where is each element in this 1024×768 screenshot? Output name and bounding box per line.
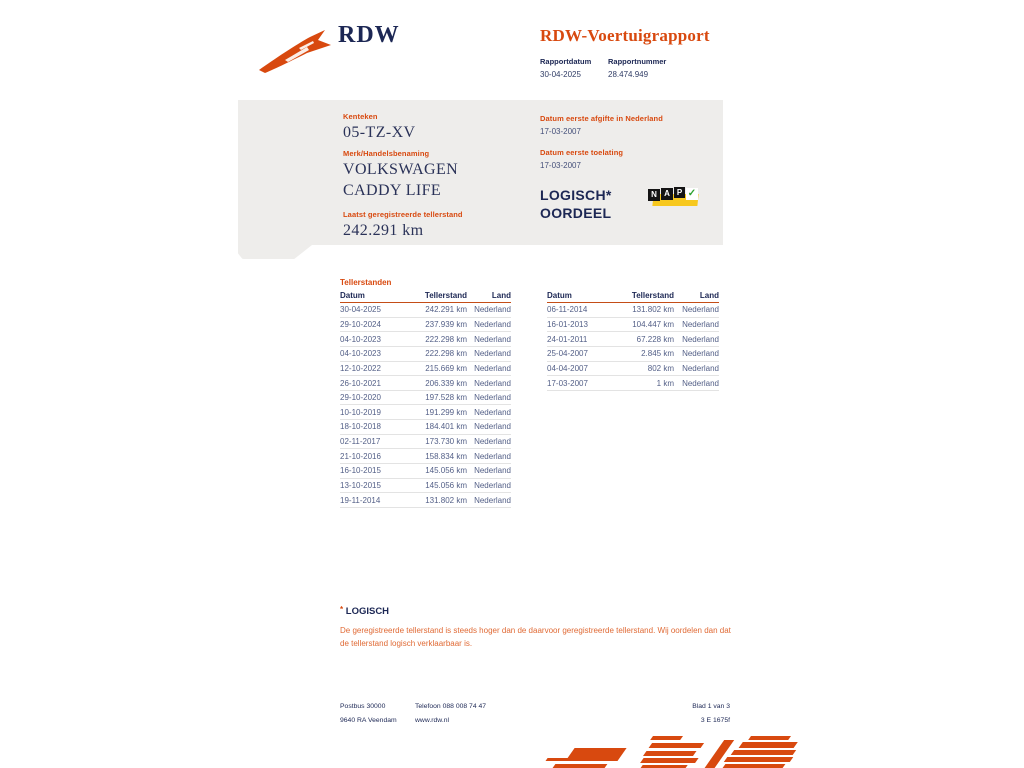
table-row — [340, 479, 511, 494]
table-cell: 29-10-2020 — [340, 393, 381, 403]
table-cell: 18-10-2018 — [340, 422, 381, 432]
table-header — [340, 291, 511, 303]
footer-contact — [415, 700, 486, 728]
merk-value-line2: CADDY LIFE — [343, 182, 442, 199]
tellerstanden-table-right — [547, 291, 719, 391]
table-body — [340, 303, 511, 508]
table-row — [547, 318, 719, 333]
table-row — [340, 303, 511, 318]
table-cell: 30-04-2025 — [340, 305, 381, 315]
footnote-asterisk: * — [340, 605, 344, 614]
table-cell: 237.939 km — [425, 319, 467, 329]
table-cell: 25-04-2007 — [547, 349, 588, 359]
table-cell: 131.802 km — [425, 495, 467, 505]
table-row — [340, 391, 511, 406]
table-row — [547, 347, 719, 362]
footer-address-line2: 9640 RA Veendam — [340, 717, 397, 724]
table-cell: Nederland — [682, 319, 719, 329]
report-date-block — [540, 57, 591, 79]
table-cell: 173.730 km — [425, 437, 467, 447]
tellerstand-value: 242.291 km — [343, 222, 424, 239]
table-cell: 13-10-2015 — [340, 481, 381, 490]
footer-phone: Telefoon 088 008 74 47 — [415, 703, 487, 710]
table-cell: 184.401 km — [425, 422, 467, 432]
table-cell: Nederland — [474, 319, 511, 329]
oordeel-line2: OORDEEL — [540, 205, 612, 221]
table-cell: 26-10-2021 — [340, 378, 381, 388]
table-cell: Nederland — [474, 378, 511, 388]
col-header-land: Land — [491, 291, 511, 300]
table-cell: Nederland — [682, 305, 719, 315]
col-header-land: Land — [699, 291, 719, 300]
table-cell: 06-11-2014 — [547, 305, 588, 315]
table-cell: 21-10-2016 — [340, 451, 381, 461]
table-row — [340, 449, 511, 464]
rdw-wordmark: RDW — [338, 22, 400, 48]
table-row — [340, 347, 511, 362]
table-cell: 802 km — [647, 363, 674, 373]
footer-page-info — [600, 700, 730, 728]
footnote-text: De geregistreerde tellerstand is steeds hoger dan de daarvoor geregistreerde tellerstand. Wij oordelen dan dat de tellerstand logisch verklaarbaar is. — [340, 626, 731, 648]
tellerstand-label: Laatst geregistreerde tellerstand — [343, 210, 463, 219]
table-header — [547, 291, 719, 303]
table-cell: 17-03-2007 — [547, 378, 588, 388]
table-cell: 19-11-2014 — [340, 495, 381, 505]
table-cell: Nederland — [474, 363, 511, 373]
table-cell: Nederland — [474, 334, 511, 344]
col-header-datum: Datum — [547, 291, 572, 300]
table-cell: 04-10-2023 — [340, 349, 381, 359]
toelating-label: Datum eerste toelating — [540, 148, 624, 157]
table-cell: Nederland — [474, 422, 511, 432]
report-date-value: 30-04-2025 — [540, 70, 581, 79]
table-cell: 24-01-2011 — [547, 334, 588, 344]
table-cell: 10-10-2019 — [340, 407, 381, 417]
table-cell: 16-01-2013 — [547, 319, 588, 329]
oordeel-text — [540, 186, 612, 222]
merk-block — [343, 149, 458, 200]
afgifte-block — [540, 114, 663, 136]
kenteken-value: 05-TZ-XV — [343, 124, 416, 141]
col-header-datum: Datum — [340, 291, 365, 300]
table-row — [547, 376, 719, 391]
table-cell: 12-10-2022 — [340, 363, 381, 373]
col-header-tellerstand: Tellerstand — [631, 291, 674, 300]
table-cell: Nederland — [474, 466, 511, 476]
nap-letter-a: A — [661, 188, 673, 200]
table-cell: 16-10-2015 — [340, 466, 381, 476]
table-cell: Nederland — [474, 451, 511, 461]
afgifte-value: 17-03-2007 — [540, 127, 581, 136]
table-cell: 04-04-2007 — [547, 363, 588, 373]
footer-form-code: 3 E 1675f — [700, 717, 730, 724]
report-number-label: Rapportnummer — [608, 57, 667, 66]
table-cell: 67.228 km — [636, 334, 674, 344]
table-cell: Nederland — [474, 393, 511, 403]
table-cell: 02-11-2017 — [340, 437, 381, 447]
table-cell: Nederland — [682, 349, 719, 359]
footnote-block — [340, 605, 740, 650]
table-cell: Nederland — [474, 407, 511, 417]
table-cell: Nederland — [682, 378, 719, 388]
tellerstanden-table-left — [340, 291, 511, 508]
table-cell: 04-10-2023 — [340, 334, 381, 344]
oordeel-line1: LOGISCH* — [540, 187, 612, 203]
nap-letter-n: N — [648, 189, 660, 201]
nap-check-icon: ✓ — [687, 188, 697, 199]
table-cell: 145.056 km — [425, 481, 467, 490]
tellerstanden-title: Tellerstanden — [340, 278, 392, 287]
table-cell: 29-10-2024 — [340, 319, 381, 329]
toelating-block — [540, 148, 623, 170]
table-cell: Nederland — [474, 437, 511, 447]
footnote-title — [340, 605, 740, 617]
table-row — [340, 420, 511, 435]
table-cell: 158.834 km — [425, 451, 467, 461]
vehicle-summary-box — [238, 100, 723, 245]
nap-letter-p: P — [674, 187, 685, 198]
table-cell: 1 km — [656, 378, 674, 388]
deco-stripes-graphic — [545, 736, 805, 768]
toelating-value: 17-03-2007 — [540, 161, 581, 170]
rdw-bird-logo-icon — [255, 24, 333, 76]
table-cell: 191.299 km — [425, 407, 467, 417]
report-title: RDW-Voertuigrapport — [540, 26, 710, 45]
footer-address-line1: Postbus 30000 — [340, 703, 386, 710]
table-cell: 104.447 km — [632, 319, 674, 329]
table-row — [340, 435, 511, 450]
nap-logo — [648, 185, 700, 211]
table-cell: 145.056 km — [425, 466, 467, 476]
report-number-block — [608, 57, 666, 79]
table-cell: 222.298 km — [425, 334, 467, 344]
table-row — [547, 332, 719, 347]
table-row — [340, 318, 511, 333]
footnote-title-text: LOGISCH — [345, 606, 390, 617]
report-number-value: 28.474.949 — [608, 70, 649, 79]
report-date-label: Rapportdatum — [540, 57, 592, 66]
table-cell: 222.298 km — [425, 349, 467, 359]
tellerstand-block — [343, 210, 463, 240]
table-cell: Nederland — [474, 481, 511, 490]
table-cell: 206.339 km — [425, 378, 467, 388]
table-body — [547, 303, 719, 391]
table-row — [547, 362, 719, 377]
footer-page-indicator: Blad 1 van 3 — [692, 703, 730, 710]
table-cell: 215.669 km — [425, 363, 467, 373]
table-cell: 2.845 km — [641, 349, 674, 359]
table-cell: Nederland — [682, 334, 719, 344]
footer-address — [340, 700, 397, 728]
table-cell: Nederland — [474, 495, 511, 505]
table-cell: 197.528 km — [425, 393, 467, 403]
col-header-tellerstand: Tellerstand — [424, 291, 467, 300]
table-cell: Nederland — [474, 305, 511, 315]
footer-website[interactable]: www.rdw.nl — [415, 717, 449, 724]
table-row — [547, 303, 719, 318]
table-row — [340, 362, 511, 377]
table-cell: 242.291 km — [425, 305, 467, 315]
merk-value-line1: VOLKSWAGEN — [343, 161, 459, 178]
table-cell: Nederland — [474, 349, 511, 359]
table-cell: Nederland — [682, 363, 719, 373]
table-row — [340, 493, 511, 508]
kenteken-label: Kenteken — [343, 112, 378, 121]
table-row — [340, 405, 511, 420]
merk-label: Merk/Handelsbenaming — [343, 149, 430, 158]
afgifte-label: Datum eerste afgifte in Nederland — [540, 114, 663, 123]
table-cell: 131.802 km — [632, 305, 674, 315]
kenteken-block — [343, 112, 416, 142]
table-row — [340, 376, 511, 391]
table-row — [340, 332, 511, 347]
table-row — [340, 464, 511, 479]
